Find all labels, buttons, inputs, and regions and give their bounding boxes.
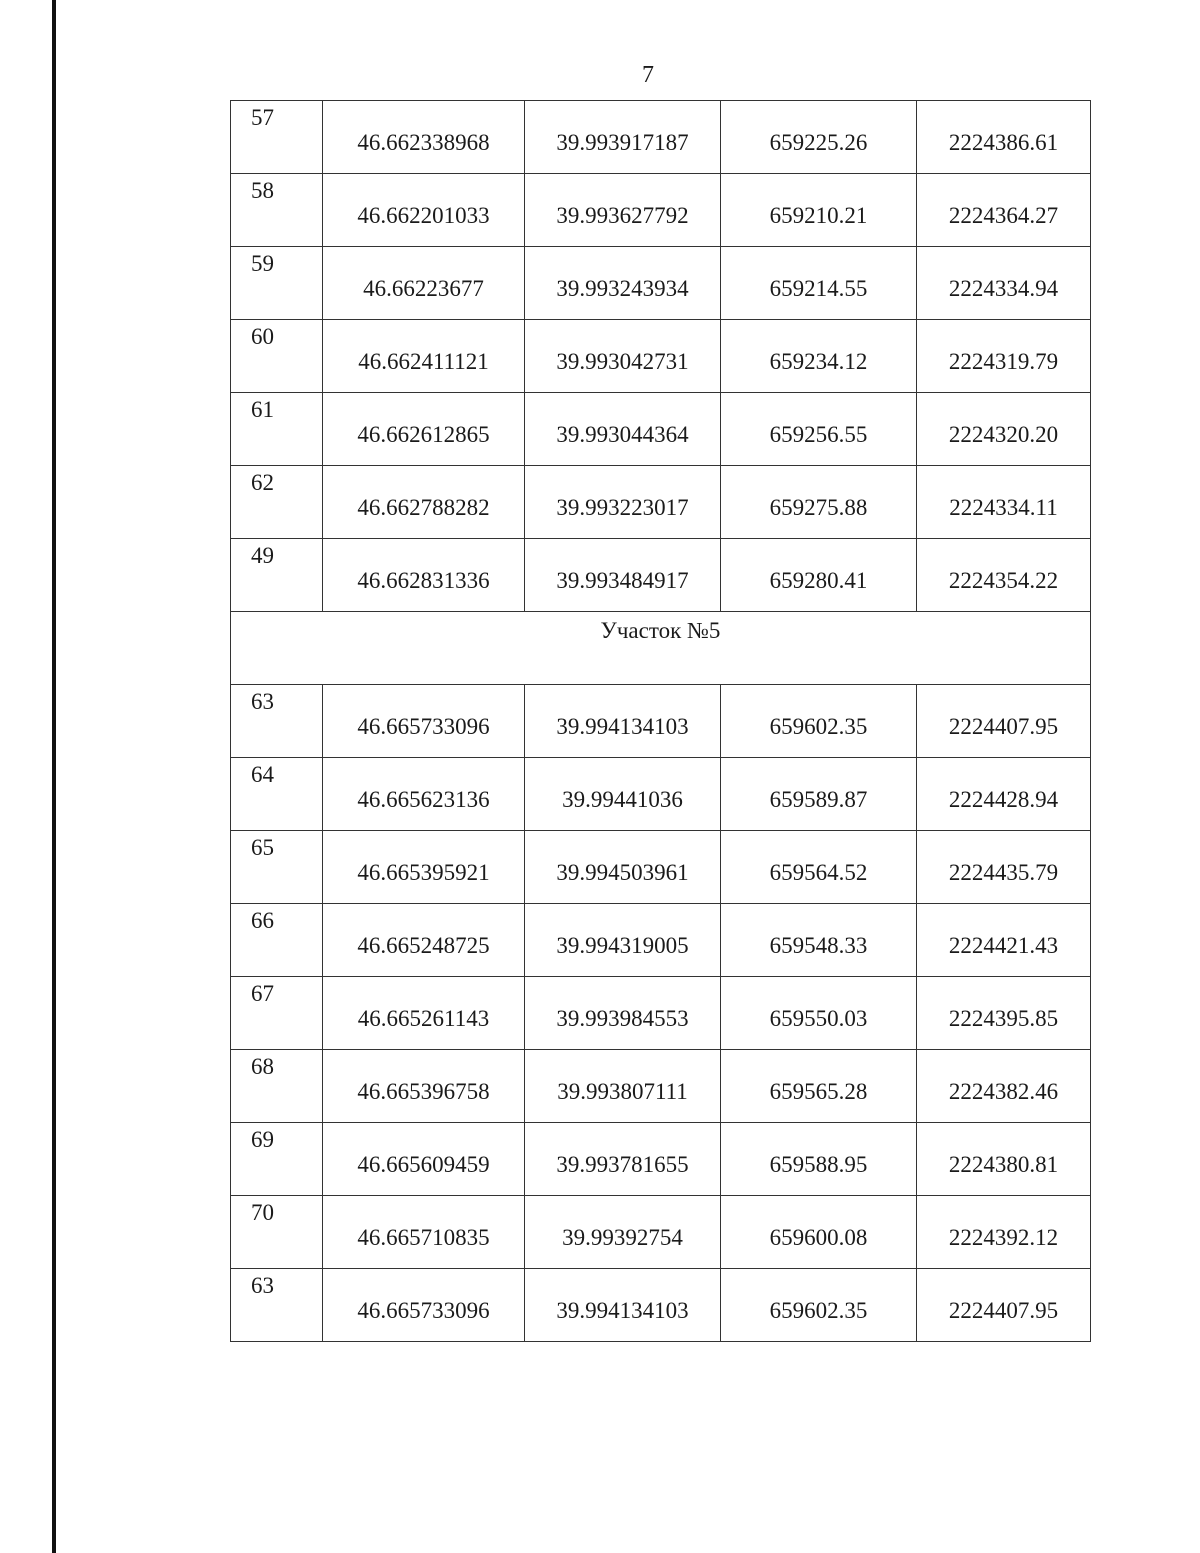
latitude-cell: 46.665733096 [323,685,525,758]
table-row [231,393,1091,466]
latitude-cell: 46.665248725 [323,904,525,977]
y-coordinate-cell: 2224395.85 [917,977,1091,1050]
x-coordinate-cell: 659550.03 [721,977,917,1050]
point-number-cell: 60 [231,320,323,393]
y-coordinate-cell: 2224319.79 [917,320,1091,393]
point-number-cell: 63 [231,685,323,758]
latitude-cell: 46.662338968 [323,101,525,174]
longitude-cell: 39.993044364 [525,393,721,466]
latitude-cell: 46.66223677 [323,247,525,320]
point-number-cell: 67 [231,977,323,1050]
point-number-cell: 61 [231,393,323,466]
point-number-cell: 57 [231,101,323,174]
latitude-cell: 46.662612865 [323,393,525,466]
section-heading: Участок №5 [231,612,1091,685]
table-row [231,685,1091,758]
y-coordinate-cell: 2224334.94 [917,247,1091,320]
table-row [231,101,1091,174]
section-row [231,612,1091,685]
point-number-cell: 49 [231,539,323,612]
point-number-cell: 63 [231,1269,323,1342]
longitude-cell: 39.994319005 [525,904,721,977]
table-row [231,174,1091,247]
y-coordinate-cell: 2224380.81 [917,1123,1091,1196]
longitude-cell: 39.99441036 [525,758,721,831]
y-coordinate-cell: 2224407.95 [917,685,1091,758]
coordinates-table [230,100,1091,1342]
point-number-cell: 66 [231,904,323,977]
longitude-cell: 39.994134103 [525,1269,721,1342]
longitude-cell: 39.994503961 [525,831,721,904]
latitude-cell: 46.662831336 [323,539,525,612]
point-number-cell: 70 [231,1196,323,1269]
x-coordinate-cell: 659602.35 [721,1269,917,1342]
latitude-cell: 46.665395921 [323,831,525,904]
table-row [231,1050,1091,1123]
latitude-cell: 46.665623136 [323,758,525,831]
x-coordinate-cell: 659564.52 [721,831,917,904]
table-row [231,539,1091,612]
y-coordinate-cell: 2224320.20 [917,393,1091,466]
x-coordinate-cell: 659602.35 [721,685,917,758]
x-coordinate-cell: 659280.41 [721,539,917,612]
point-number-cell: 59 [231,247,323,320]
longitude-cell: 39.993627792 [525,174,721,247]
y-coordinate-cell: 2224382.46 [917,1050,1091,1123]
y-coordinate-cell: 2224428.94 [917,758,1091,831]
longitude-cell: 39.993042731 [525,320,721,393]
x-coordinate-cell: 659588.95 [721,1123,917,1196]
point-number-cell: 69 [231,1123,323,1196]
longitude-cell: 39.993807111 [525,1050,721,1123]
table-row [231,758,1091,831]
x-coordinate-cell: 659256.55 [721,393,917,466]
longitude-cell: 39.993484917 [525,539,721,612]
latitude-cell: 46.662411121 [323,320,525,393]
table-row [231,466,1091,539]
y-coordinate-cell: 2224386.61 [917,101,1091,174]
x-coordinate-cell: 659589.87 [721,758,917,831]
y-coordinate-cell: 2224421.43 [917,904,1091,977]
x-coordinate-cell: 659548.33 [721,904,917,977]
point-number-cell: 65 [231,831,323,904]
page-left-edge [52,0,56,1553]
x-coordinate-cell: 659600.08 [721,1196,917,1269]
table-row [231,1196,1091,1269]
latitude-cell: 46.662201033 [323,174,525,247]
latitude-cell: 46.665396758 [323,1050,525,1123]
x-coordinate-cell: 659214.55 [721,247,917,320]
x-coordinate-cell: 659234.12 [721,320,917,393]
table-row [231,247,1091,320]
coordinates-table-body [231,101,1091,1342]
point-number-cell: 62 [231,466,323,539]
table-row [231,1269,1091,1342]
y-coordinate-cell: 2224364.27 [917,174,1091,247]
x-coordinate-cell: 659565.28 [721,1050,917,1123]
table-row [231,977,1091,1050]
x-coordinate-cell: 659225.26 [721,101,917,174]
longitude-cell: 39.993917187 [525,101,721,174]
longitude-cell: 39.993243934 [525,247,721,320]
table-row [231,1123,1091,1196]
table-row [231,904,1091,977]
latitude-cell: 46.665733096 [323,1269,525,1342]
longitude-cell: 39.994134103 [525,685,721,758]
table-row [231,831,1091,904]
point-number-cell: 68 [231,1050,323,1123]
latitude-cell: 46.665710835 [323,1196,525,1269]
point-number-cell: 64 [231,758,323,831]
x-coordinate-cell: 659210.21 [721,174,917,247]
longitude-cell: 39.993223017 [525,466,721,539]
latitude-cell: 46.662788282 [323,466,525,539]
latitude-cell: 46.665261143 [323,977,525,1050]
page-number: 7 [642,62,654,88]
point-number-cell: 58 [231,174,323,247]
longitude-cell: 39.99392754 [525,1196,721,1269]
y-coordinate-cell: 2224354.22 [917,539,1091,612]
longitude-cell: 39.993781655 [525,1123,721,1196]
y-coordinate-cell: 2224435.79 [917,831,1091,904]
y-coordinate-cell: 2224334.11 [917,466,1091,539]
longitude-cell: 39.993984553 [525,977,721,1050]
latitude-cell: 46.665609459 [323,1123,525,1196]
y-coordinate-cell: 2224392.12 [917,1196,1091,1269]
table-row [231,320,1091,393]
x-coordinate-cell: 659275.88 [721,466,917,539]
y-coordinate-cell: 2224407.95 [917,1269,1091,1342]
